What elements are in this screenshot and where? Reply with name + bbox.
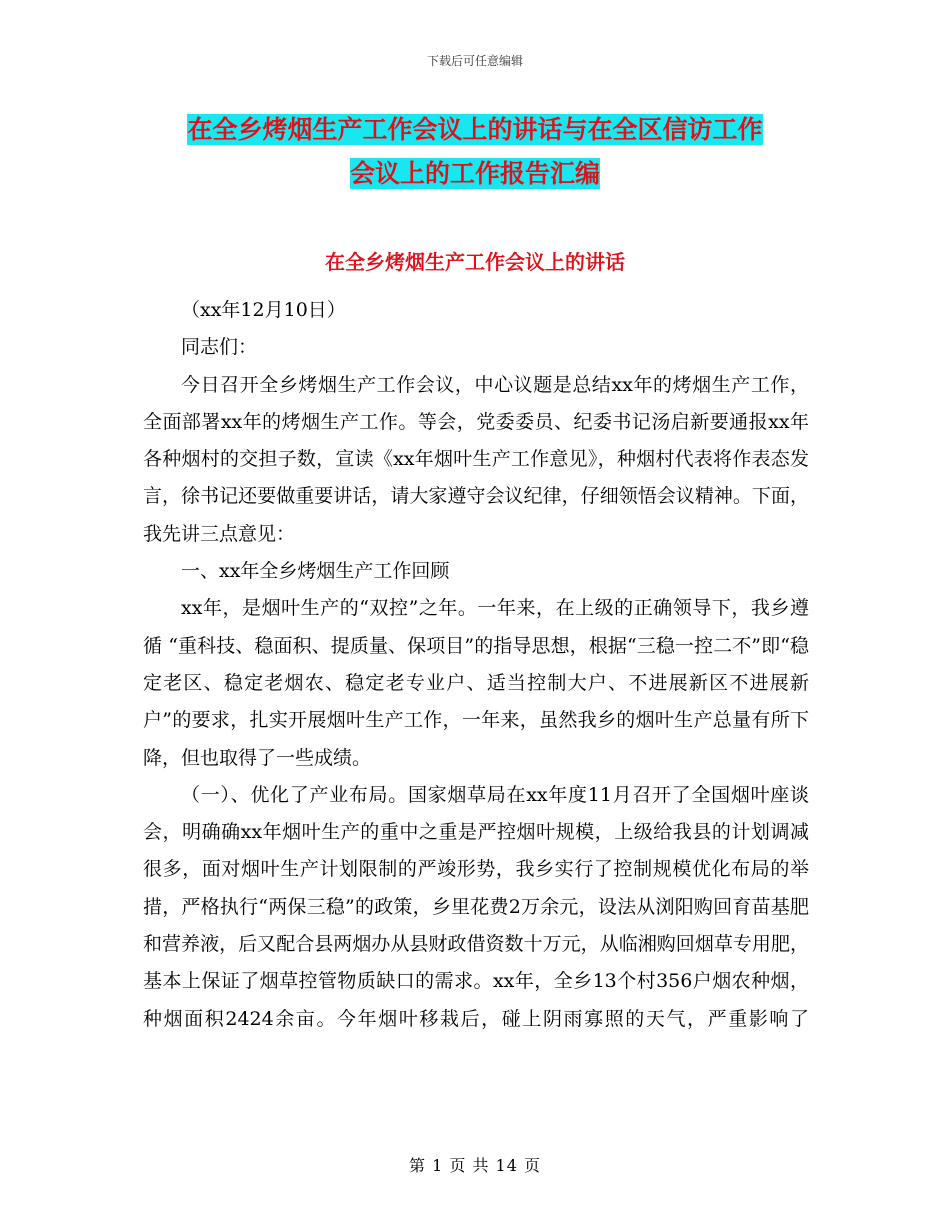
salutation: 同志们： <box>181 336 258 359</box>
document-title-line2: 会议上的工作报告汇编 <box>349 159 600 188</box>
date-line: （xx年12月10日） <box>181 299 346 321</box>
page-footer: 第 1 页 共 14 页 <box>409 1156 541 1175</box>
section-title: 在全乡烤烟生产工作会议上的讲话 <box>325 250 625 274</box>
paragraph-review: xx年，是烟叶生产的“双控”之年。一年来，在上级的正确领导下，我乡遵循 “重科技、稳面积、提质量、保项目”的指导思想，根据“三稳一控二不”即“稳定老区、稳定老烟农、稳定老专业户、适当控制大户、不进展新区不进展新户”的要求，扎实开展烟叶生产工作，一年来，虽然我乡的烟叶生产总量有所下降，但也取得了一些成绩。 <box>143 597 809 769</box>
heading-review: 一、xx年全乡烤烟生产工作回顾 <box>181 560 450 583</box>
paragraph-intro: 今日召开全乡烤烟生产工作会议，中心议题是总结xx年的烤烟生产工作，全面部署xx年的烤烟生产工作。等会，党委委员、纪委书记汤启新要通报xx年各种烟村的交担子数，宣读《xx年烟叶生产工作意见》，种烟村代表将作表态发言，徐书记还要做重要讲话，请大家遵守会议纪律，仔细领悟会议精神。下面，我先讲三点意见： <box>143 373 809 545</box>
header-note: 下载后可任意编辑 <box>426 54 523 68</box>
document-body <box>143 292 809 1038</box>
document-title-line1: 在全乡烤烟生产工作会议上的讲话与在全区信访工作 <box>187 115 763 144</box>
paragraph-layout: （一）、优化了产业布局。国家烟草局在xx年度11月召开了全国烟叶座谈会，明确确xx年烟叶生产的重中之重是严控烟叶规模，上级给我县的计划调减很多，面对烟叶生产计划限制的严竣形势，我乡实行了控制规模优化布局的举措，严格执行“两保三稳”的政策，乡里花费2万余元，设法从浏阳购回育苗基肥和营养液，后又配合县两烟办从县财政借资数十万元，从临湘购回烟草专用肥，基本上保证了烟草控管物质缺口的需求。xx年，全乡13个村356户烟农种烟，种烟面积2424余亩。今年烟叶移栽后，碰上阴雨寡照的天气，严重影响了 <box>143 783 809 1030</box>
document-title <box>120 108 830 196</box>
